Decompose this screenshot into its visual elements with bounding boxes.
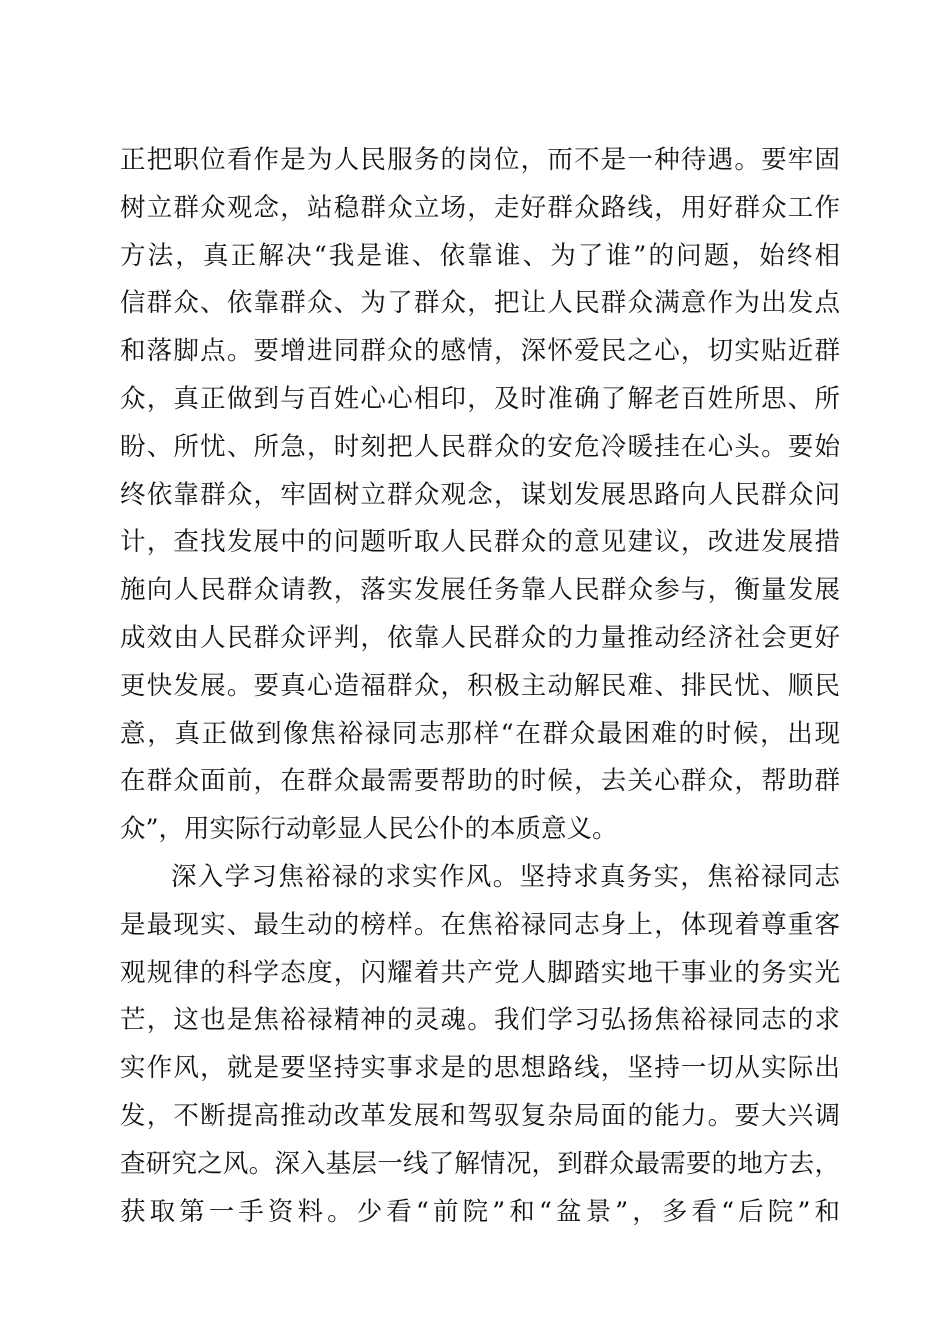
text-line: 成效由人民群众评判，依靠人民群众的力量推动经济社会更好: [120, 622, 840, 653]
text-line: 正把职位看作是为人民服务的岗位，而不是一种待遇。要牢固: [120, 145, 840, 175]
text-line: 更快发展。要真心造福群众，积极主动解民难、排民忧、顺民: [120, 670, 840, 701]
text-line: 实作风，就是要坚持实事求是的思想路线，坚持一切从实际出: [120, 1053, 840, 1084]
text-line: 方法，真正解决“我是谁、依靠谁、为了谁”的问题，始终相: [120, 240, 840, 271]
paragraph-2: [120, 854, 840, 1236]
text-line: 信群众、依靠群众、为了群众，把让人民群众满意作为出发点: [120, 288, 840, 319]
text-line: 终依靠群众，牢固树立群众观念，谋划发展思路向人民群众问: [120, 479, 840, 510]
paragraph-1: [120, 137, 840, 854]
text-line: 是最现实、最生动的榜样。在焦裕禄同志身上，体现着尊重客: [120, 909, 840, 940]
text-line: 查研究之风。深入基层一线了解情况，到群众最需要的地方去，: [120, 1148, 840, 1179]
text-line: 深入学习焦裕禄的求实作风。坚持求真务实，焦裕禄同志: [171, 861, 840, 892]
text-line: 获取第一手资料。少看“前院”和“盆景”，多看“后院”和: [120, 1196, 840, 1227]
text-line: 和落脚点。要增进同群众的感情，深怀爱民之心，切实贴近群: [120, 336, 840, 367]
text-line: 意，真正做到像焦裕禄同志那样“在群众最困难的时候，出现: [120, 718, 840, 749]
text-line: 众，真正做到与百姓心心相印，及时准确了解老百姓所思、所: [120, 383, 840, 414]
text-line: 在群众面前，在群众最需要帮助的时候，去关心群众，帮助群: [120, 766, 840, 797]
text-line: 施向人民群众请教，落实发展任务靠人民群众参与，衡量发展: [120, 575, 840, 606]
text-line: 观规律的科学态度，闪耀着共产党人脚踏实地干事业的务实光: [120, 957, 840, 988]
body-text: [120, 137, 840, 1236]
text-line: 众”，用实际行动彰显人民公仆的本质意义。: [120, 814, 618, 845]
text-line: 树立群众观念，站稳群众立场，走好群众路线，用好群众工作: [120, 192, 840, 223]
text-line: 计，查找发展中的问题听取人民群众的意见建议，改进发展措: [120, 527, 840, 558]
text-line: 发，不断提高推动改革发展和驾驭复杂局面的能力。要大兴调: [120, 1100, 840, 1131]
text-line: 芒，这也是焦裕禄精神的灵魂。我们学习弘扬焦裕禄同志的求: [120, 1005, 840, 1036]
text-line: 盼、所忧、所急，时刻把人民群众的安危冷暖挂在心头。要始: [120, 431, 840, 462]
